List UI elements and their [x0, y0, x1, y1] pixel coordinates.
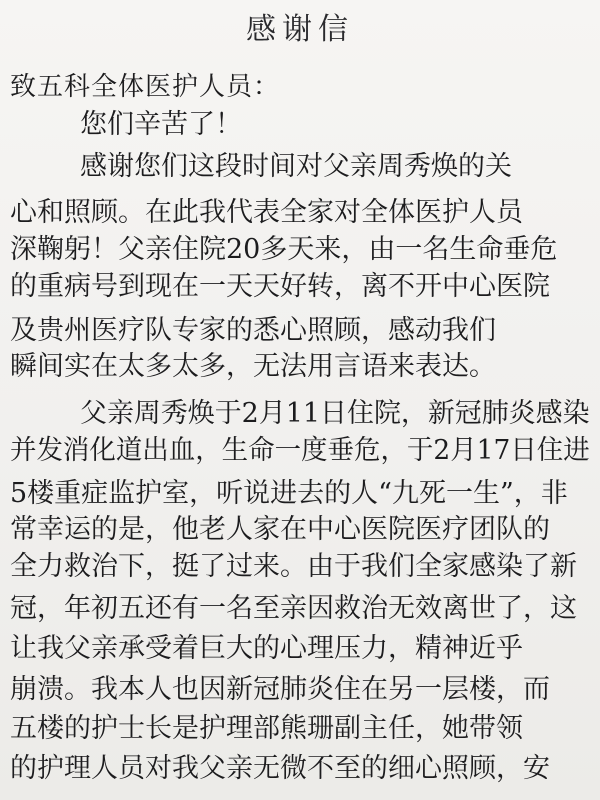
letter-line: 五楼的护士长是护理部熊珊副主任，她带领: [10, 713, 523, 744]
letter-line: 崩溃。我本人也因新冠肺炎住在另一层楼，而: [10, 674, 550, 705]
letter-line: 常幸运的是，他老人家在中心医院医疗团队的: [10, 514, 550, 545]
letter-line: 心和照顾。在此我代表全家对全体医护人员: [10, 197, 523, 228]
letter-line: 父亲周秀焕于2月11日住院，新冠肺炎感染: [80, 398, 590, 429]
letter-line: 让我父亲承受着巨大的心理压力，精神近乎: [10, 633, 523, 664]
letter-salutation: 致五科全体医护人员：: [10, 72, 281, 102]
letter-line: 感谢您们这段时间对父亲周秀焕的关: [80, 151, 512, 182]
letter-line: 全力救治下，挺了过来。由于我们全家感染了新: [10, 551, 577, 582]
letter-line: 深鞠躬！父亲住院20多天来，由一名生命垂危: [10, 234, 558, 265]
letter-line: 您们辛苦了！: [80, 109, 242, 140]
letter-line: 5楼重症监护室，听说进去的人“九死一生”，非: [10, 478, 568, 509]
letter-line: 并发消化道出血，生命一度垂危，于2月17日住进: [10, 435, 590, 466]
letter-line: 的护理人员对我父亲无微不至的细心照顾，安: [10, 753, 550, 784]
letter-line: 冠，年初五还有一名至亲因救治无效离世了，这: [10, 593, 577, 624]
letter-line: 的重病号到现在一天天好转，离不开中心医院: [10, 271, 550, 302]
letter-line: 及贵州医疗队专家的悉心照顾，感动我们: [10, 315, 496, 346]
letter-line: 瞬间实在太多太多，无法用言语来表达。: [10, 351, 496, 382]
letter-title: 感谢信: [246, 12, 354, 47]
